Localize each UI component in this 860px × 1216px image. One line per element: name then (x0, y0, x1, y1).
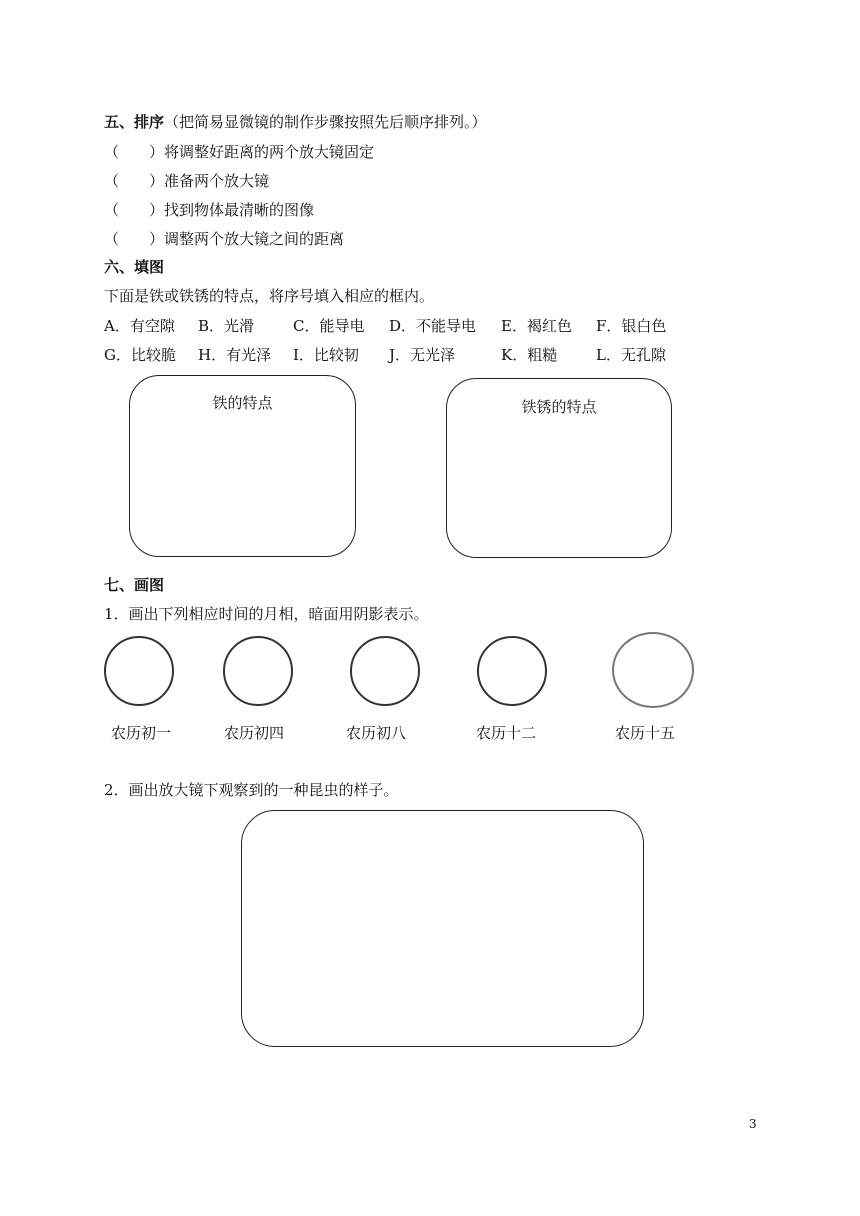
option-j: J．无光泽 (389, 346, 456, 364)
rust-features-label: 铁锈的特点 (521, 398, 597, 416)
option-l: L．无孔隙 (596, 346, 666, 364)
moon-label-12: 农历十二 (476, 724, 537, 742)
option-f: F．银白色 (596, 317, 667, 335)
section5-instruction: （把简易显微镜的制作步骤按照先后顺序排列。） (164, 113, 487, 131)
order-item-2[interactable]: （ ）准备两个放大镜 (104, 172, 270, 190)
section7-heading: 七、画图 (104, 576, 165, 594)
option-h: H．有光泽 (198, 346, 272, 364)
iron-features-label: 铁的特点 (212, 394, 273, 412)
order-item-4[interactable]: （ ）调整两个放大镜之间的距离 (104, 230, 345, 248)
insect-question: 2．画出放大镜下观察到的一种昆虫的样子。 (104, 781, 399, 799)
section6-heading: 六、填图 (104, 258, 165, 276)
option-a: A．有空隙 (104, 317, 175, 335)
order-item-1[interactable]: （ ）将调整好距离的两个放大镜固定 (104, 143, 375, 161)
option-b: B．光滑 (198, 317, 255, 335)
option-c: C．能导电 (293, 317, 365, 335)
page-number: 3 (749, 1117, 757, 1131)
option-k: K．粗糙 (501, 346, 558, 364)
moon-question: 1．画出下列相应时间的月相，暗面用阴影表示。 (104, 605, 429, 623)
moon-circle-4[interactable] (223, 636, 293, 706)
moon-circle-1[interactable] (104, 636, 174, 706)
iron-features-box[interactable] (129, 375, 356, 557)
moon-circle-12[interactable] (477, 636, 547, 706)
option-e: E．褐红色 (501, 317, 572, 335)
insect-drawing-box[interactable] (241, 810, 644, 1047)
option-g: G．比较脆 (104, 346, 176, 364)
section6-intro: 下面是铁或铁锈的特点，将序号填入相应的框内。 (104, 287, 435, 305)
section5-title (104, 112, 487, 132)
moon-label-8: 农历初八 (346, 724, 407, 742)
moon-circle-8[interactable] (350, 636, 420, 706)
order-item-3[interactable]: （ ）找到物体最清晰的图像 (104, 201, 315, 219)
moon-label-15: 农历十五 (615, 724, 676, 742)
moon-label-4: 农历初四 (224, 724, 285, 742)
moon-label-1: 农历初一 (111, 724, 172, 742)
section5-heading: 五、排序 (104, 113, 165, 131)
option-i: I．比较韧 (293, 346, 359, 364)
option-d: D．不能导电 (389, 317, 477, 335)
moon-circle-15[interactable] (612, 632, 694, 708)
rust-features-box[interactable] (446, 378, 672, 558)
